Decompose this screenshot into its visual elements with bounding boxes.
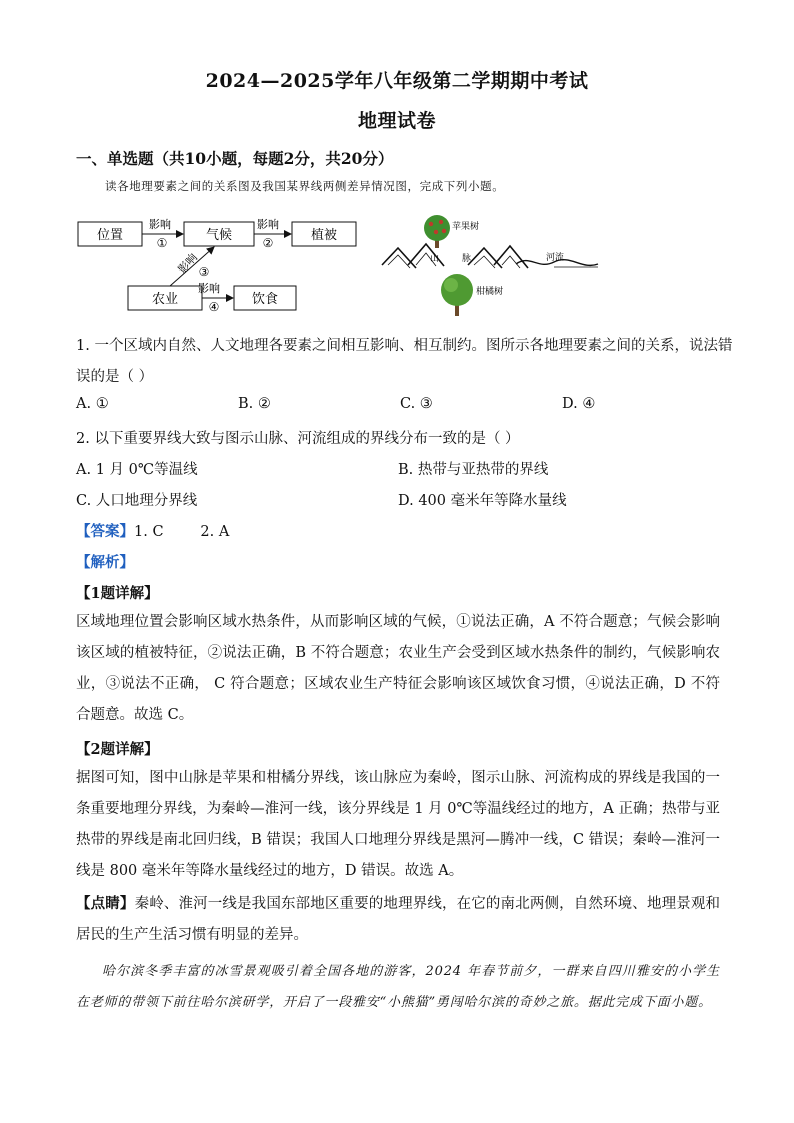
- q2-stem: 2. 以下重要界线大致与图示山脉、河流组成的界线分布一致的是（ ）: [76, 431, 520, 447]
- q1-option-b[interactable]: B. ②: [238, 396, 271, 412]
- box-climate-label: 气候: [205, 228, 233, 243]
- answer-tag: 【答案】: [76, 523, 134, 540]
- q2-option-d[interactable]: D. 400 毫米年等降水量线: [398, 493, 567, 509]
- arrow-1-label: 影响: [149, 218, 171, 231]
- q1-option-d[interactable]: D. ④: [562, 396, 596, 412]
- arrow-4-label: 影响: [198, 282, 220, 295]
- q1-option-a[interactable]: A. ①: [76, 396, 109, 412]
- mountain-range-icon: [382, 244, 528, 268]
- exam-title: 2024—2025学年八年级第二学期期中考试: [205, 70, 589, 92]
- relationship-diagram: [70, 210, 630, 322]
- apple-tree-icon: [424, 215, 450, 248]
- river-label: 河流: [546, 253, 565, 263]
- section-heading: 一、单选题（共10小题，每题2分，共20分）: [76, 149, 394, 168]
- arrow-4-num: ④: [208, 300, 220, 314]
- arrow-2-num: ②: [262, 236, 274, 250]
- detail1-tag: 【1题详解】: [76, 585, 159, 602]
- box-agriculture-label: 农业: [151, 292, 179, 307]
- analysis-tag: 【解析】: [76, 554, 134, 571]
- arrow-1-num: ①: [156, 236, 168, 250]
- orange-tree-label: 柑橘树: [476, 287, 504, 297]
- comment-text: 秦岭、淮河一线是我国东部地区重要的地理界线，在它的南北两侧，自然环境、地理景观和居民的生产生活习惯有明显的差异。: [76, 896, 721, 943]
- question-intro: 读各地理要素之间的关系图及我国某界线两侧差异情况图，完成下列小题。: [105, 179, 505, 193]
- q1-option-c[interactable]: C. ③: [400, 396, 433, 412]
- detail2-tag: 【2题详解】: [76, 741, 159, 758]
- arrow-3-label: 影响: [175, 250, 200, 277]
- q2-option-b[interactable]: B. 热带与亚热带的界线: [398, 462, 549, 478]
- detail2-text: 据图可知，图中山脉是苹果和柑橘分界线，该山脉应为秦岭，图示山脉、河流构成的界线是我国的一条重要地理分界线，为秦岭—淮河一线，该分界线是 1 月 0℃等温线经过的地方，A 正确；热带与亚热带的界线是南北回归线，B 错误；我国人口地理分界线是黑河—腾冲一线，C 错误；秦岭—淮河一线是 800 毫米年等降水量线经过的地方，D 错误。故选 A。: [76, 770, 720, 879]
- orange-tree-icon: [441, 274, 473, 316]
- q2-option-a[interactable]: A. 1 月 0℃等温线: [76, 462, 198, 478]
- analysis-line: [76, 551, 134, 572]
- comment-block: [76, 888, 720, 951]
- exam-subtitle: 地理试卷: [357, 110, 436, 132]
- comment-tag: 【点睛】: [76, 895, 135, 912]
- answer-line: [76, 520, 229, 541]
- answer-text: 1. C 2. A: [134, 524, 230, 540]
- detail1-text: 区域地理位置会影响区域水热条件，从而影响区域的气候，①说法正确，A 不符合题意；气候会影响该区域的植被特征，②说法正确，B 不符合题意；农业生产会受到区域水热条件的制约，气候影响农业，③说法不正确， C 符合题意；区域农业生产特征会影响该区域饮食习惯，④说法正确，D 不符合题意。故选 C。: [76, 614, 720, 723]
- apple-tree-label: 苹果树: [452, 222, 480, 232]
- passage-harbin: 哈尔滨冬季丰富的冰雪景观吸引着全国各地的游客，2024 年春节前夕，一群来自四川雅安的小学生在老师的带领下前往哈尔滨研学，开启了一段雅安“小熊猫”勇闯哈尔滨的奇妙之旅。据此完成下面小题。: [76, 964, 720, 1010]
- arrow-2-label: 影响: [257, 218, 279, 231]
- box-diet-label: 饮食: [251, 292, 279, 307]
- box-location-label: 位置: [96, 228, 124, 243]
- q1-stem-line2: 误的是（ ）: [76, 369, 154, 385]
- q2-option-c[interactable]: C. 人口地理分界线: [76, 493, 198, 509]
- q1-stem-line1: 1. 一个区域内自然、人文地理各要素之间相互影响、相互制约。图所示各地理要素之间的关系，说法错: [76, 338, 733, 354]
- mountain-label-1: 山: [430, 254, 440, 264]
- arrow-3-num: ③: [198, 265, 210, 279]
- box-vegetation-label: 植被: [310, 228, 338, 243]
- mountain-label-2: 脉: [462, 254, 472, 264]
